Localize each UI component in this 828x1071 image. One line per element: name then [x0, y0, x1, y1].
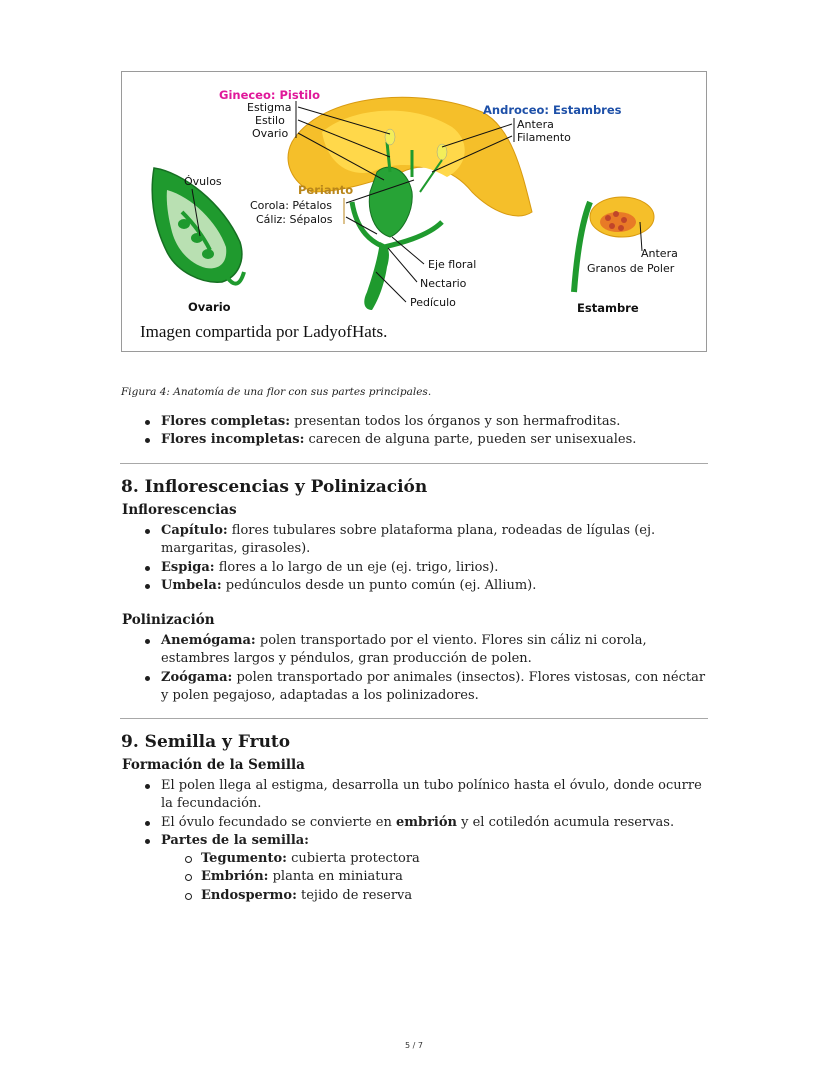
- list-item: Flores incompletas: carecen de alguna parte, pueden ser unisexuales.: [143, 431, 713, 449]
- figure-caption: Figura 4: Anatomía de una flor con sus partes principales.: [121, 386, 432, 398]
- page-number: 5 / 7: [405, 1041, 423, 1050]
- label-ovario: Ovario: [252, 127, 289, 140]
- inflorescencias-heading: Inflorescencias: [122, 502, 237, 518]
- label-antera-right: Antera: [641, 247, 678, 260]
- list-item: El polen llega al estigma, desarrolla un tubo polínico hasta el óvulo, donde ocurre la fecundación.: [143, 777, 713, 814]
- section-9-title: 9. Semilla y Fruto: [121, 732, 291, 752]
- label-granos: Granos de Poler: [587, 262, 675, 275]
- label-gineceo: Gineceo: Pistilo: [219, 88, 320, 102]
- list-item: Umbela: pedúnculos desde un punto común (ej. Allium).: [143, 577, 713, 595]
- list-item: Zoógama: polen transportado por animales (insectos). Flores vistosas, con néctar y polen pegajoso, adaptadas a los polinizadores.: [143, 669, 713, 706]
- label-estigma: Estigma: [247, 101, 292, 114]
- formacion-heading: Formación de la Semilla: [122, 757, 305, 773]
- divider: [120, 463, 708, 464]
- label-corola: Corola: Pétalos: [250, 199, 333, 212]
- label-caliz: Cáliz: Sépalos: [256, 213, 333, 226]
- list-item: Endospermo: tejido de reserva: [183, 887, 713, 905]
- list-item: Partes de la semilla: Tegumento: cubierta protectora Embrión: planta en miniatura Endospermo: tejido de reserva: [143, 832, 713, 905]
- label-eje-floral: Eje floral: [428, 258, 477, 271]
- section-8-title: 8. Inflorescencias y Polinización: [121, 477, 428, 497]
- label-estambre: Estambre: [577, 301, 639, 315]
- label-ovario-bottom: Ovario: [188, 300, 231, 314]
- polinizacion-list: [143, 632, 713, 705]
- list-item: Tegumento: cubierta protectora: [183, 850, 713, 868]
- flower-types-list: [143, 413, 713, 450]
- label-perianto: Perianto: [298, 183, 354, 197]
- label-nectario: Nectario: [420, 277, 467, 290]
- flower-diagram: [122, 72, 706, 351]
- label-androceo: Androceo: Estambres: [483, 103, 622, 117]
- list-item: El óvulo fecundado se convierte en embrión y el cotiledón acumula reservas.: [143, 814, 713, 832]
- label-pediculo: Pedículo: [410, 296, 456, 309]
- formacion-list: [143, 777, 713, 905]
- list-item: Espiga: flores a lo largo de un eje (ej. trigo, lirios).: [143, 559, 713, 577]
- label-antera: Antera: [517, 118, 554, 131]
- image-credit: Imagen compartida por LadyofHats.: [140, 322, 388, 341]
- label-estilo: Estilo: [255, 114, 285, 127]
- list-item: Embrión: planta en miniatura: [183, 868, 713, 886]
- divider: [120, 718, 708, 719]
- inflorescencias-list: [143, 522, 713, 595]
- list-item: Capítulo: flores tubulares sobre plataforma plana, rodeadas de lígulas (ej. margaritas, girasoles).: [143, 522, 713, 559]
- partes-semilla-list: [161, 850, 713, 905]
- polinizacion-heading: Polinización: [122, 612, 215, 628]
- list-item: Flores completas: presentan todos los órganos y son hermafroditas.: [143, 413, 713, 431]
- flower-anatomy-figure: [121, 71, 707, 352]
- label-filamento: Filamento: [517, 131, 571, 144]
- label-ovulos: Óvulos: [184, 175, 222, 188]
- list-item: Anemógama: polen transportado por el viento. Flores sin cáliz ni corola, estambres largos y péndulos, gran producción de polen.: [143, 632, 713, 669]
